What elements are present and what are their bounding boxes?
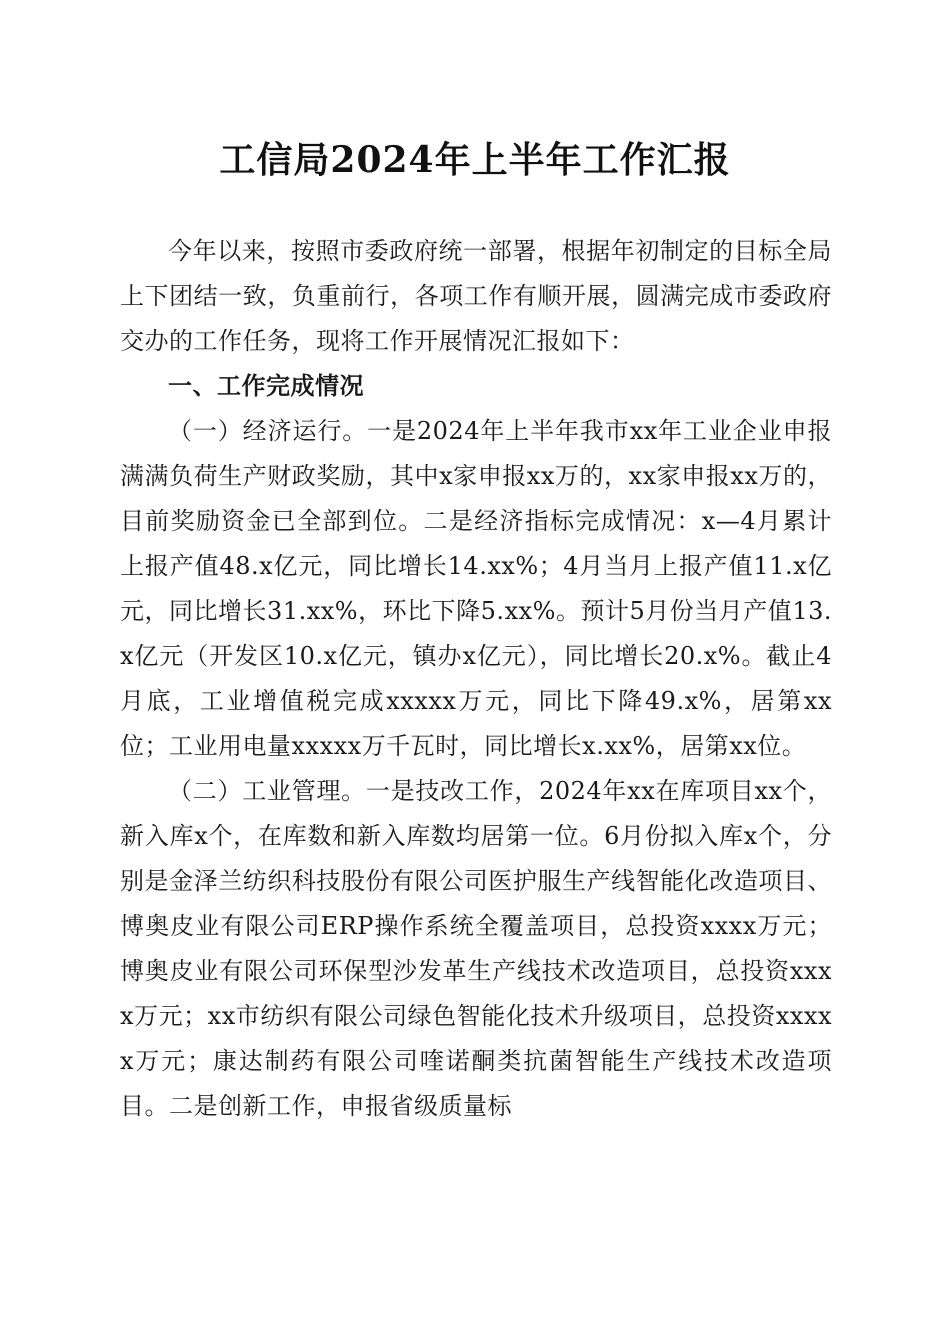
industry-management-paragraph: （二）工业管理。一是技改工作，2024年xx在库项目xx个，新入库x个，在库数和新入库数均居第一位。6月份拟入库x个，分别是金泽兰纺织科技股份有限公司医护服生产线智能化改造项目、博奥皮业有限公司ERP操作系统全覆盖项目，总投资xxxx万元；博奥皮业有限公司环保型沙发革生产线技术改造项目，总投资xxxx万元；xx市纺织有限公司绿色智能化技术升级项目，总投资xxxxx万元；康达制药有限公司喹诺酮类抗菌智能生产线技术改造项目。二是创新工作，申报省级质量标 — [120, 777, 832, 1120]
economy-paragraph: （一）经济运行。一是2024年上半年我市xx年工业企业申报满满负荷生产财政奖励，其中x家申报xx万的，xx家申报xx万的，目前奖励资金已全部到位。二是经济指标完成情况：x—4月累计上报产值48.x亿元，同比增长14.xx%；4月当月上报产值11.x亿元，同比增长31.xx%，环比下降5.xx%。预计5月份当月产值13.x亿元（开发区10.x亿元，镇办x亿元），同比增长20.x%。截止4月底，工业增值税完成xxxxx万元，同比下降49.x%，居第xx位；工业用电量xxxxx万千瓦时，同比增长x.xx%，居第xx位。 — [120, 417, 832, 760]
intro-paragraph: 今年以来，按照市委政府统一部署，根据年初制定的目标全局上下团结一致，负重前行，各项工作有顺开展，圆满完成市委政府交办的工作任务，现将工作开展情况汇报如下： — [120, 237, 832, 355]
document-title: 工信局2024年上半年工作汇报 — [219, 139, 731, 181]
section-heading-work-completion: 一、工作完成情况 — [168, 372, 364, 400]
document-body — [120, 229, 832, 1129]
